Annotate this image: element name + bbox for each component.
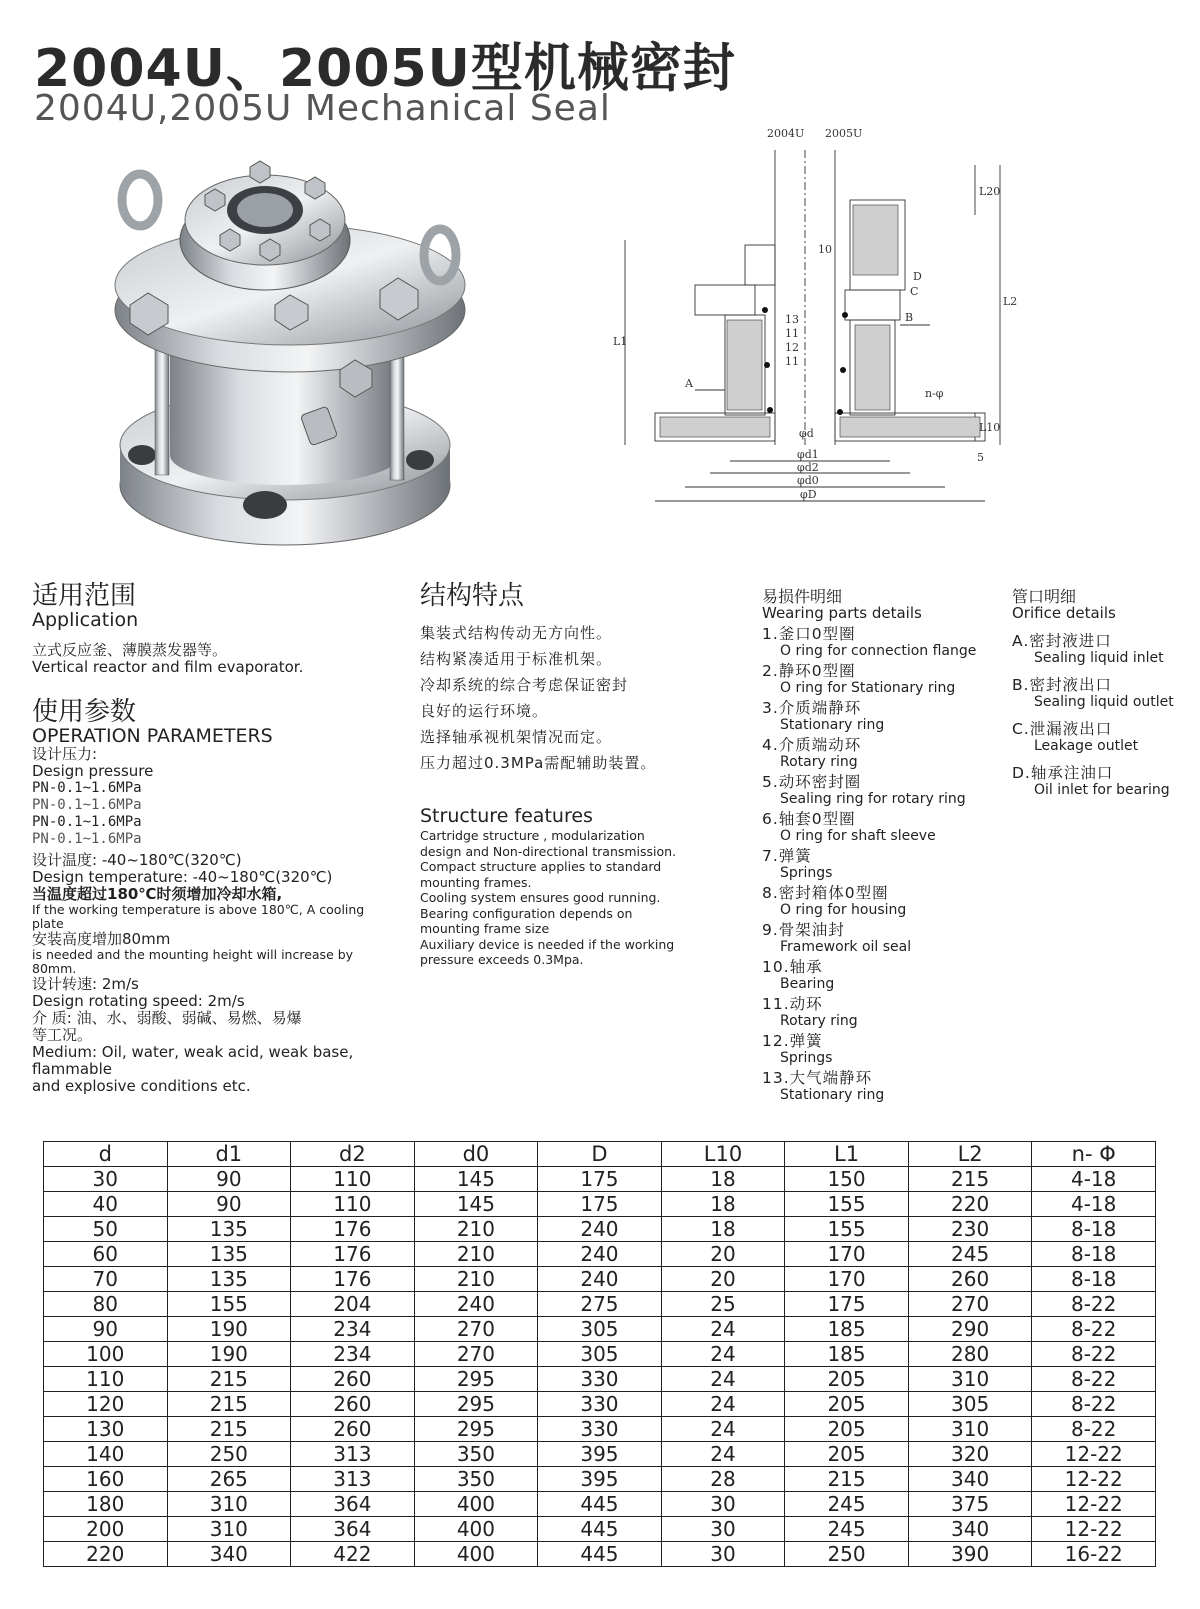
structure-heading-zh: 结构特点 bbox=[420, 581, 525, 611]
operation-heading-en: OPERATION PARAMETERS bbox=[32, 725, 273, 747]
table-cell: 275 bbox=[538, 1292, 662, 1317]
wearing-parts-section bbox=[762, 588, 992, 1103]
operation-heading-zh: 使用参数 bbox=[32, 697, 137, 727]
table-cell: 170 bbox=[785, 1267, 909, 1292]
drawing-label-phi-d1: φd1 bbox=[797, 448, 819, 461]
table-cell: 280 bbox=[908, 1342, 1032, 1367]
table-row bbox=[44, 1317, 1156, 1342]
table-cell: 18 bbox=[661, 1167, 785, 1192]
table-cell: 215 bbox=[167, 1392, 291, 1417]
table-cell: 310 bbox=[167, 1492, 291, 1517]
table-cell: 215 bbox=[908, 1167, 1032, 1192]
table-cell: 24 bbox=[661, 1367, 785, 1392]
table-cell: 210 bbox=[414, 1267, 538, 1292]
drawing-label-l1: L1 bbox=[613, 335, 628, 348]
table-row bbox=[44, 1442, 1156, 1467]
table-cell: 350 bbox=[414, 1442, 538, 1467]
list-item: A.密封液进口 Sealing liquid inlet bbox=[1012, 632, 1164, 666]
product-photo bbox=[100, 155, 480, 550]
table-cell: 310 bbox=[167, 1517, 291, 1542]
table-cell: 204 bbox=[291, 1292, 415, 1317]
table-cell: 270 bbox=[908, 1292, 1032, 1317]
list-item: 1.釜口0型圈 O ring for connection flange bbox=[762, 625, 977, 659]
list-item: 10.轴承 Bearing bbox=[762, 958, 835, 992]
pressure-label-zh: 设计压力: bbox=[32, 745, 98, 763]
table-cell: 24 bbox=[661, 1342, 785, 1367]
table-row bbox=[44, 1342, 1156, 1367]
drawing-label-b: B bbox=[905, 311, 914, 324]
table-cell: 205 bbox=[785, 1417, 909, 1442]
structure-line-zh: 选择轴承视机架情况而定。 bbox=[420, 728, 613, 746]
table-cell: 176 bbox=[291, 1242, 415, 1267]
table-row bbox=[44, 1542, 1156, 1567]
table-cell: 8-22 bbox=[1032, 1392, 1156, 1417]
table-cell: 90 bbox=[167, 1167, 291, 1192]
orifice-list bbox=[1012, 632, 1192, 798]
table-cell: 176 bbox=[291, 1217, 415, 1242]
orifice-section bbox=[1012, 588, 1192, 798]
structure-line-en: Auxiliary device is needed if the working bbox=[420, 936, 675, 952]
table-header-cell: n- Φ bbox=[1032, 1142, 1156, 1167]
orifice-heading-en: Orifice details bbox=[1012, 604, 1116, 622]
table-cell: 270 bbox=[414, 1342, 538, 1367]
table-cell: 30 bbox=[661, 1542, 785, 1567]
page-subtitle: 2004U,2005U Mechanical Seal bbox=[34, 88, 611, 129]
table-header-cell: L1 bbox=[785, 1142, 909, 1167]
page-title: 2004U、2005U型机械密封 bbox=[34, 39, 736, 99]
table-cell: 295 bbox=[414, 1392, 538, 1417]
drawing-label-12: 12 bbox=[785, 341, 799, 354]
table-cell: 313 bbox=[291, 1442, 415, 1467]
table-cell: 12-22 bbox=[1032, 1492, 1156, 1517]
table-row bbox=[44, 1292, 1156, 1317]
drawing-label-phi-d2: φd2 bbox=[797, 461, 819, 474]
table-cell: 240 bbox=[538, 1267, 662, 1292]
application-section bbox=[32, 582, 392, 1095]
table-cell: 305 bbox=[538, 1342, 662, 1367]
structure-line-en: pressure exceeds 0.3Mpa. bbox=[420, 952, 584, 967]
table-header-cell: D bbox=[538, 1142, 662, 1167]
table-cell: 245 bbox=[908, 1242, 1032, 1267]
table-cell: 330 bbox=[538, 1417, 662, 1442]
table-header-cell: L10 bbox=[661, 1142, 785, 1167]
table-cell: 175 bbox=[785, 1292, 909, 1317]
list-item: 13.大气端静环 Stationary ring bbox=[762, 1069, 885, 1103]
table-cell: 4-18 bbox=[1032, 1192, 1156, 1217]
table-cell: 20 bbox=[661, 1242, 785, 1267]
table-cell: 205 bbox=[785, 1442, 909, 1467]
table-cell: 8-22 bbox=[1032, 1342, 1156, 1367]
drawing-label-d: D bbox=[913, 270, 922, 283]
list-item: 2.静环0型圈 O ring for Stationary ring bbox=[762, 662, 956, 696]
table-cell: 110 bbox=[291, 1192, 415, 1217]
table-cell: 445 bbox=[538, 1492, 662, 1517]
drawing-label-l2: L2 bbox=[1003, 295, 1018, 308]
drawing-label-11: 11 bbox=[785, 327, 799, 340]
table-row bbox=[44, 1167, 1156, 1192]
table-cell: 28 bbox=[661, 1467, 785, 1492]
table-row bbox=[44, 1417, 1156, 1442]
cooling-note-en: If the working temperature is above 180℃, A cooling plate bbox=[32, 902, 365, 931]
list-item: 4.介质端动环 Rotary ring bbox=[762, 736, 862, 770]
table-cell: 16-22 bbox=[1032, 1542, 1156, 1567]
table-header-cell: L2 bbox=[908, 1142, 1032, 1167]
table-cell: 240 bbox=[538, 1217, 662, 1242]
table-cell: 205 bbox=[785, 1392, 909, 1417]
table-cell: 265 bbox=[167, 1467, 291, 1492]
table-cell: 8-22 bbox=[1032, 1367, 1156, 1392]
table-cell: 135 bbox=[167, 1242, 291, 1267]
table-cell: 150 bbox=[785, 1167, 909, 1192]
table-cell: 260 bbox=[291, 1392, 415, 1417]
temperature-zh: 设计温度: -40~180℃(320℃) bbox=[32, 851, 242, 869]
list-item: 9.骨架油封 Framework oil seal bbox=[762, 921, 912, 955]
list-item: D.轴承注油口 Oil inlet for bearing bbox=[1012, 764, 1170, 798]
table-cell: 12-22 bbox=[1032, 1442, 1156, 1467]
table-cell: 175 bbox=[538, 1167, 662, 1192]
table-cell: 215 bbox=[785, 1467, 909, 1492]
structure-line-en: Compact structure applies to standard bbox=[420, 859, 662, 874]
list-item: 6.轴套0型圈 O ring for shaft sleeve bbox=[762, 810, 936, 844]
medium-zh-line2: 等工况。 bbox=[32, 1026, 93, 1044]
table-cell: 8-18 bbox=[1032, 1242, 1156, 1267]
table-cell: 170 bbox=[785, 1242, 909, 1267]
table-row bbox=[44, 1367, 1156, 1392]
table-cell: 240 bbox=[538, 1242, 662, 1267]
table-cell: 422 bbox=[291, 1542, 415, 1567]
structure-line-zh: 集装式结构传动无方向性。 bbox=[420, 624, 613, 642]
table-cell: 445 bbox=[538, 1517, 662, 1542]
medium-en-line1: Medium: Oil, water, weak acid, weak base, flammable bbox=[32, 1043, 354, 1078]
list-item: 5.动环密封圈 Sealing ring for rotary ring bbox=[762, 773, 966, 807]
table-cell: 330 bbox=[538, 1392, 662, 1417]
table-cell: 120 bbox=[44, 1392, 168, 1417]
table-cell: 110 bbox=[291, 1167, 415, 1192]
structure-line-zh: 良好的运行环境。 bbox=[420, 702, 549, 720]
table-cell: 185 bbox=[785, 1342, 909, 1367]
drawing-label-11b: 11 bbox=[785, 355, 799, 368]
table-cell: 8-18 bbox=[1032, 1217, 1156, 1242]
table-header-cell: d2 bbox=[291, 1142, 415, 1167]
pressure-value-2-zh: PN-0.1~1.6MPa bbox=[32, 814, 142, 830]
table-header-cell: d0 bbox=[414, 1142, 538, 1167]
table-cell: 313 bbox=[291, 1467, 415, 1492]
table-cell: 220 bbox=[908, 1192, 1032, 1217]
dimensions-table bbox=[43, 1141, 1156, 1567]
table-cell: 250 bbox=[785, 1542, 909, 1567]
table-cell: 145 bbox=[414, 1192, 538, 1217]
table-cell: 90 bbox=[44, 1317, 168, 1342]
list-item: 8.密封箱体0型圈 O ring for housing bbox=[762, 884, 907, 918]
table-cell: 190 bbox=[167, 1342, 291, 1367]
application-body-zh: 立式反应釜、薄膜蒸发器等。 bbox=[32, 641, 228, 659]
table-cell: 340 bbox=[167, 1542, 291, 1567]
table-cell: 12-22 bbox=[1032, 1517, 1156, 1542]
table-row bbox=[44, 1517, 1156, 1542]
structure-line-en: Cooling system ensures good running. bbox=[420, 890, 661, 905]
table-header-cell: d1 bbox=[167, 1142, 291, 1167]
table-cell: 8-22 bbox=[1032, 1292, 1156, 1317]
table-cell: 90 bbox=[167, 1192, 291, 1217]
temperature-en: Design temperature: -40~180℃(320℃) bbox=[32, 868, 333, 886]
table-cell: 180 bbox=[44, 1492, 168, 1517]
table-cell: 140 bbox=[44, 1442, 168, 1467]
table-cell: 155 bbox=[785, 1217, 909, 1242]
table-cell: 205 bbox=[785, 1367, 909, 1392]
table-cell: 400 bbox=[414, 1492, 538, 1517]
table-cell: 25 bbox=[661, 1292, 785, 1317]
height-note-en: is needed and the mounting height will increase by 80mm. bbox=[32, 947, 354, 976]
table-cell: 8-22 bbox=[1032, 1317, 1156, 1342]
pressure-value-1-zh: PN-0.1~1.6MPa bbox=[32, 780, 142, 796]
table-cell: 160 bbox=[44, 1467, 168, 1492]
table-cell: 305 bbox=[908, 1392, 1032, 1417]
table-cell: 215 bbox=[167, 1367, 291, 1392]
table-row bbox=[44, 1492, 1156, 1517]
table-cell: 155 bbox=[785, 1192, 909, 1217]
table-cell: 185 bbox=[785, 1317, 909, 1342]
table-cell: 135 bbox=[167, 1217, 291, 1242]
table-row bbox=[44, 1217, 1156, 1242]
table-cell: 40 bbox=[44, 1192, 168, 1217]
drawing-label-phi-d: φd bbox=[799, 427, 814, 440]
drawing-label-2005u: 2005U bbox=[825, 127, 863, 140]
table-cell: 245 bbox=[785, 1517, 909, 1542]
table-cell: 70 bbox=[44, 1267, 168, 1292]
drawing-label-l10: L10 bbox=[979, 421, 1001, 434]
speed-en: Design rotating speed: 2m/s bbox=[32, 992, 245, 1010]
drawing-label-a: A bbox=[685, 377, 693, 390]
table-cell: 8-18 bbox=[1032, 1267, 1156, 1292]
table-cell: 340 bbox=[908, 1517, 1032, 1542]
pressure-value-2-en: PN-0.1~1.6MPa bbox=[32, 831, 142, 847]
table-cell: 310 bbox=[908, 1417, 1032, 1442]
drawing-label-phi-d0: φd0 bbox=[797, 474, 819, 487]
table-cell: 145 bbox=[414, 1167, 538, 1192]
table-row bbox=[44, 1267, 1156, 1292]
table-cell: 80 bbox=[44, 1292, 168, 1317]
table-row bbox=[44, 1242, 1156, 1267]
table-cell: 400 bbox=[414, 1517, 538, 1542]
table-cell: 290 bbox=[908, 1317, 1032, 1342]
application-body-en: Vertical reactor and film evaporator. bbox=[32, 658, 304, 676]
structure-section bbox=[420, 582, 715, 968]
drawing-label-l20: L20 bbox=[979, 185, 1001, 198]
table-cell: 445 bbox=[538, 1542, 662, 1567]
table-cell: 215 bbox=[167, 1417, 291, 1442]
wearing-parts-heading-zh: 易损件明细 bbox=[762, 587, 843, 606]
table-cell: 395 bbox=[538, 1467, 662, 1492]
table-cell: 175 bbox=[538, 1192, 662, 1217]
table-cell: 395 bbox=[538, 1442, 662, 1467]
structure-heading-en: Structure features bbox=[420, 805, 593, 827]
table-cell: 24 bbox=[661, 1392, 785, 1417]
table-cell: 240 bbox=[414, 1292, 538, 1317]
structure-line-en: design and Non-directional transmission. bbox=[420, 843, 677, 859]
table-cell: 375 bbox=[908, 1492, 1032, 1517]
table-row bbox=[44, 1467, 1156, 1492]
table-cell: 230 bbox=[908, 1217, 1032, 1242]
pressure-label-en: Design pressure bbox=[32, 762, 154, 780]
table-row bbox=[44, 1192, 1156, 1217]
table-cell: 364 bbox=[291, 1492, 415, 1517]
list-item: 12.弹簧 Springs bbox=[762, 1032, 833, 1066]
table-cell: 30 bbox=[661, 1492, 785, 1517]
cooling-note-zh: 当温度超过180℃时须增加冷却水箱, bbox=[32, 885, 283, 903]
list-item: 3.介质端静环 Stationary ring bbox=[762, 699, 885, 733]
structure-line-en: Cartridge structure , modularization bbox=[420, 828, 645, 843]
table-cell: 250 bbox=[167, 1442, 291, 1467]
table-cell: 245 bbox=[785, 1492, 909, 1517]
list-item: 7.弹簧 Springs bbox=[762, 847, 833, 881]
wearing-parts-list bbox=[762, 625, 992, 1103]
list-item: C.泄漏液出口 Leakage outlet bbox=[1012, 720, 1139, 754]
drawing-label-2004u: 2004U bbox=[767, 127, 805, 140]
medium-en-line2: and explosive conditions etc. bbox=[32, 1077, 251, 1095]
table-cell: 155 bbox=[167, 1292, 291, 1317]
table-cell: 18 bbox=[661, 1192, 785, 1217]
table-cell: 135 bbox=[167, 1267, 291, 1292]
table-cell: 110 bbox=[44, 1367, 168, 1392]
table-cell: 330 bbox=[538, 1367, 662, 1392]
application-heading-zh: 适用范围 bbox=[32, 581, 137, 611]
table-cell: 310 bbox=[908, 1367, 1032, 1392]
table-cell: 20 bbox=[661, 1267, 785, 1292]
table-cell: 30 bbox=[44, 1167, 168, 1192]
table-cell: 220 bbox=[44, 1542, 168, 1567]
table-cell: 24 bbox=[661, 1317, 785, 1342]
drawing-label-phi-big-d: φD bbox=[800, 488, 817, 501]
table-cell: 4-18 bbox=[1032, 1167, 1156, 1192]
pressure-value-1-en: PN-0.1~1.6MPa bbox=[32, 797, 142, 813]
table-row bbox=[44, 1392, 1156, 1417]
structure-line-zh: 冷却系统的综合考虑保证密封 bbox=[420, 676, 629, 694]
drawing-label-five: 5 bbox=[977, 451, 984, 464]
table-cell: 200 bbox=[44, 1517, 168, 1542]
table-cell: 270 bbox=[414, 1317, 538, 1342]
table-cell: 260 bbox=[908, 1267, 1032, 1292]
application-heading-en: Application bbox=[32, 609, 139, 631]
table-cell: 210 bbox=[414, 1242, 538, 1267]
table-cell: 260 bbox=[291, 1367, 415, 1392]
table-cell: 234 bbox=[291, 1342, 415, 1367]
table-cell: 350 bbox=[414, 1467, 538, 1492]
table-cell: 100 bbox=[44, 1342, 168, 1367]
table-cell: 390 bbox=[908, 1542, 1032, 1567]
table-cell: 190 bbox=[167, 1317, 291, 1342]
drawing-label-10: 10 bbox=[818, 243, 832, 256]
table-cell: 295 bbox=[414, 1367, 538, 1392]
table-cell: 234 bbox=[291, 1317, 415, 1342]
table-cell: 8-22 bbox=[1032, 1417, 1156, 1442]
list-item: B.密封液出口 Sealing liquid outlet bbox=[1012, 676, 1174, 710]
table-cell: 50 bbox=[44, 1217, 168, 1242]
wearing-parts-heading-en: Wearing parts details bbox=[762, 604, 922, 622]
table-cell: 364 bbox=[291, 1517, 415, 1542]
table-cell: 340 bbox=[908, 1467, 1032, 1492]
table-cell: 260 bbox=[291, 1417, 415, 1442]
table-cell: 12-22 bbox=[1032, 1467, 1156, 1492]
drawing-label-n-phi: n-φ bbox=[925, 387, 944, 400]
structure-line-en: mounting frame size bbox=[420, 921, 550, 936]
structure-line-zh: 压力超过0.3MPa需配辅助装置。 bbox=[420, 754, 657, 772]
orifice-heading-zh: 管口明细 bbox=[1012, 587, 1077, 606]
structure-line-en: mounting frames. bbox=[420, 874, 532, 890]
speed-zh: 设计转速: 2m/s bbox=[32, 975, 139, 993]
drawing-label-c: C bbox=[910, 285, 919, 298]
table-cell: 130 bbox=[44, 1417, 168, 1442]
table-cell: 400 bbox=[414, 1542, 538, 1567]
table-cell: 305 bbox=[538, 1317, 662, 1342]
table-cell: 24 bbox=[661, 1442, 785, 1467]
table-header-cell: d bbox=[44, 1142, 168, 1167]
height-note-zh: 安装高度增加80mm bbox=[32, 930, 171, 948]
operation-section bbox=[32, 698, 392, 1095]
table-cell: 60 bbox=[44, 1242, 168, 1267]
table-cell: 24 bbox=[661, 1417, 785, 1442]
technical-drawing bbox=[613, 125, 1035, 525]
table-cell: 295 bbox=[414, 1417, 538, 1442]
medium-zh-line1: 介 质: 油、水、弱酸、弱碱、易燃、易爆 bbox=[32, 1009, 302, 1027]
table-cell: 30 bbox=[661, 1517, 785, 1542]
table-body bbox=[44, 1167, 1156, 1567]
table-cell: 18 bbox=[661, 1217, 785, 1242]
structure-line-zh: 结构紧凑适用于标准机架。 bbox=[420, 650, 613, 668]
table-cell: 320 bbox=[908, 1442, 1032, 1467]
table-cell: 210 bbox=[414, 1217, 538, 1242]
table-header-row bbox=[44, 1142, 1156, 1167]
list-item: 11.动环 Rotary ring bbox=[762, 995, 858, 1029]
structure-line-en: Bearing configuration depends on bbox=[420, 905, 633, 921]
drawing-label-13: 13 bbox=[785, 313, 799, 326]
table-cell: 176 bbox=[291, 1267, 415, 1292]
